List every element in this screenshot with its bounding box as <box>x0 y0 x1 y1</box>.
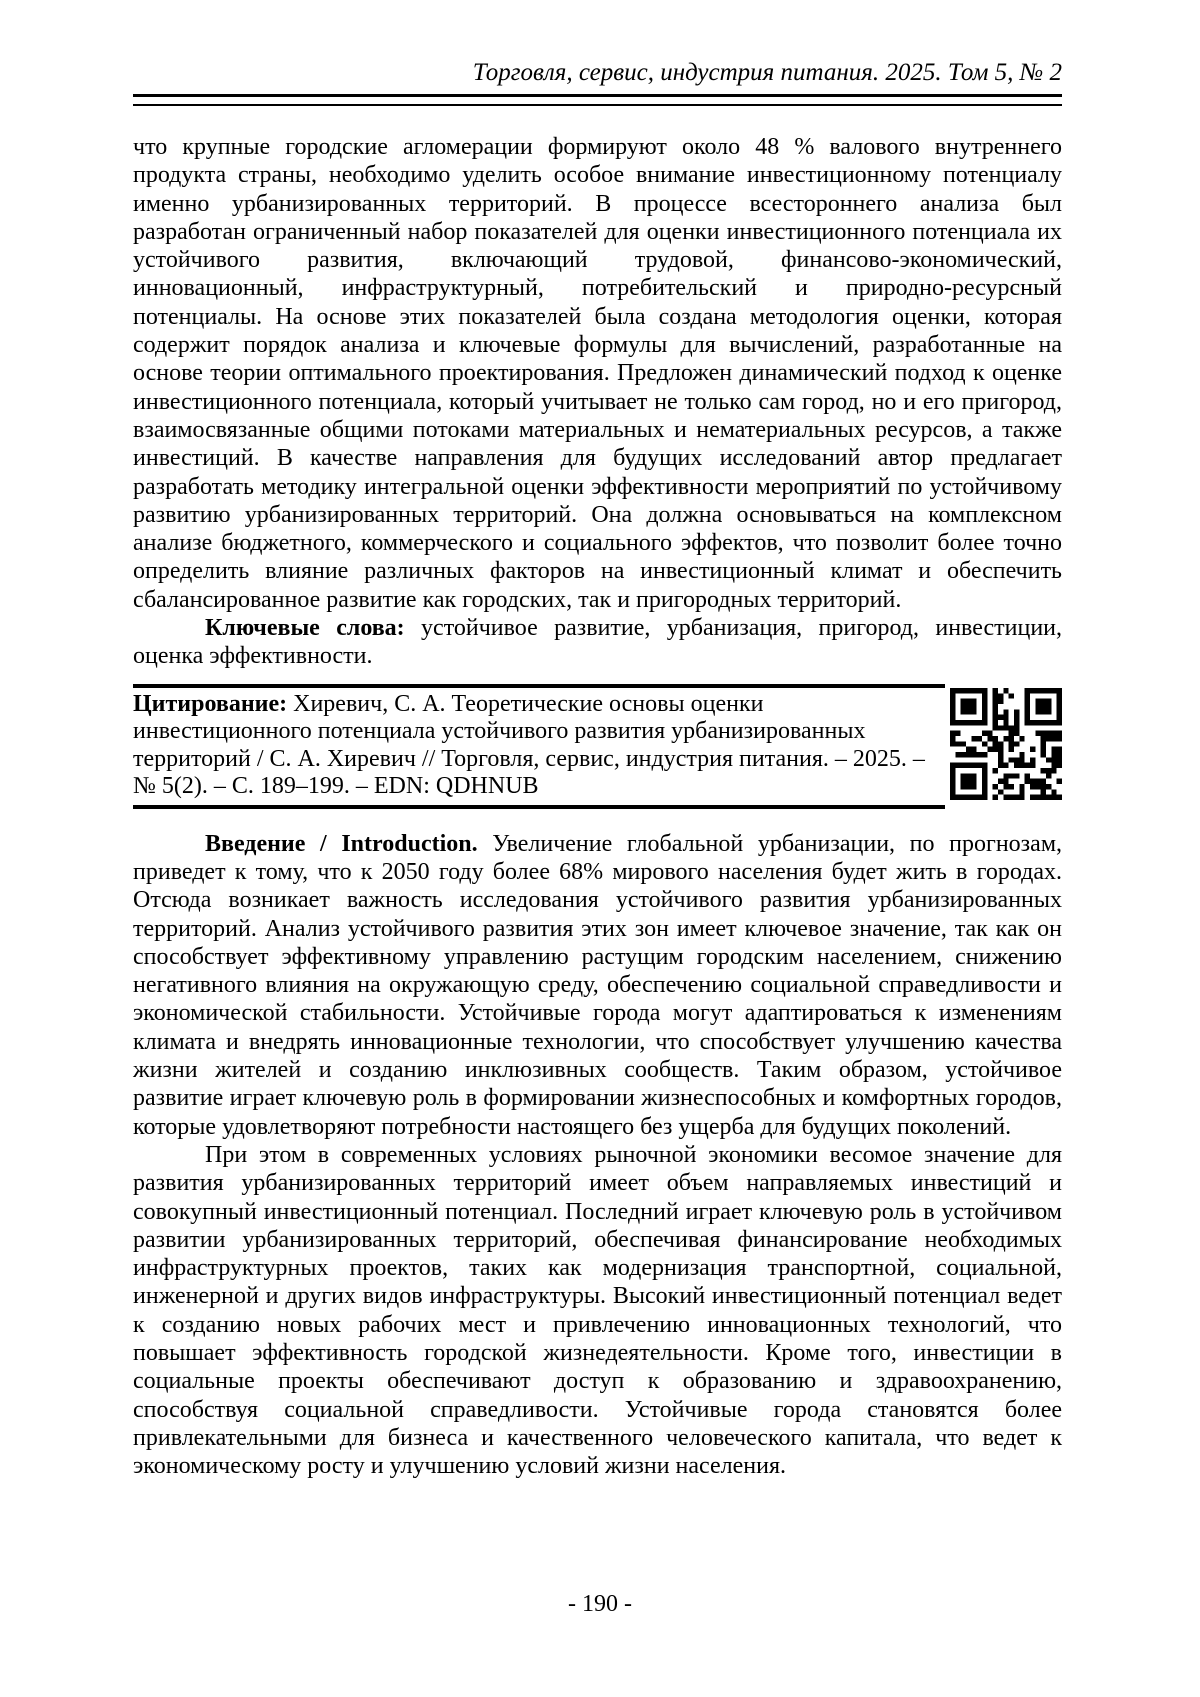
citation-block <box>133 684 945 809</box>
introduction-paragraph-1-text: Увеличение глобальной урбанизации, по прогнозам, приведет к тому, что к 2050 году более 68% мирового населения будет жить в городах. Отсюда возникает важность исследования устойчивого развития урбанизированных территорий. Анализ устойчивого развития этих зон имеет ключевое значение, так как он способствует эффективному управлению растущим городским населением, снижению негативного влияния на окружающую среду, обеспечению социальной справедливости и экономической стабильности. Устойчивые города могут адаптироваться к изменениям климата и внедрять инновационные технологии, что способствует улучшению качества жизни жителей и созданию инклюзивных сообществ. Таким образом, устойчивое развитие играет ключевую роль в формировании жизнеспособных и комфортных городов, которые удовлетворяют потребности настоящего без ущерба для будущих поколений. <box>133 830 1063 1140</box>
citation-section <box>133 684 1062 809</box>
qr-code-icon <box>950 688 1062 800</box>
article-body <box>133 133 1062 1480</box>
page-number: - 190 - <box>568 1591 632 1617</box>
citation-label: Цитирование: <box>133 690 288 717</box>
citation-text: Хиревич, С. А. Теоретические основы оценки инвестиционного потенциала устойчивого развития урбанизированных территорий / С. А. Хиревич // Торговля, сервис, индустрия питания. – 2025. – № 5(2). – С. 189–199. – EDN: QDHNUB <box>133 690 925 800</box>
abstract-continuation-paragraph: что крупные городские агломерации формируют около 48 % валового внутреннего продукта страны, необходимо уделить особое внимание инвестиционному потенциалу именно урбанизированных территорий. В процессе всестороннего анализа был разработан ограниченный набор показателей для оценки инвестиционного потенциала их устойчивого развития, включающий трудовой, финансово-экономический, инновационный, инфраструктурный, потребительский и природно-ресурсный потенциалы. На основе этих показателей была создана методология оценки, которая содержит порядок анализа и ключевые формулы для вычислений, разработанные на основе теории оптимального проектирования. Предложен динамический подход к оценке инвестиционного потенциала, который учитывает не только сам город, но и его пригород, взаимосвязанные общими потоками материальных и нематериальных ресурсов, а также инвестиций. В качестве направления для будущих исследований автор предлагает разработать методику интегральной оценки эффективности мероприятий по устойчивому развитию урбанизированных территорий. Она должна основываться на комплексном анализе бюджетного, коммерческого и социального эффектов, что позволит более точно определить влияние различных факторов на инвестиционный климат и обеспечить сбалансированное развитие как городских, так и пригородных территорий. <box>133 134 1062 613</box>
journal-header-line: Торговля, сервис, индустрия питания. 2025. Том 5, № 2 <box>472 59 1062 86</box>
introduction-paragraph-2: При этом в современных условиях рыночной экономики весомое значение для развития урбанизированных территорий имеет объем направляемых инвестиций и совокупный инвестиционный потенциал. Последний играет ключевую роль в устойчивом развитии урбанизированных территорий, обеспечивая финансирование необходимых инфраструктурных проектов, таких как модернизация транспортной, социальной, инженерной и других видов инфраструктуры. Высокий инвестиционный потенциал ведет к созданию новых рабочих мест и привлечению инновационных технологий, что повышает эффективность городской жизнедеятельности. Кроме того, инвестиции в социальные проекты обеспечивают доступ к образованию и здравоохранению, способствуя социальной справедливости. Устойчивые города становятся более привлекательными для бизнеса и качественного человеческого капитала, что ведет к экономическому росту и улучшению условий жизни населения. <box>133 1141 1062 1480</box>
keywords-text: устойчивое развитие, урбанизация, пригород, инвестиции, оценка эффективности. <box>133 615 1063 670</box>
keywords-paragraph <box>133 614 1062 671</box>
keywords-label: Ключевые слова: <box>205 615 405 642</box>
header-divider-rule <box>133 94 1062 106</box>
introduction-paragraph-1 <box>133 830 1062 1141</box>
introduction-heading: Введение / Introduction. <box>205 830 478 857</box>
